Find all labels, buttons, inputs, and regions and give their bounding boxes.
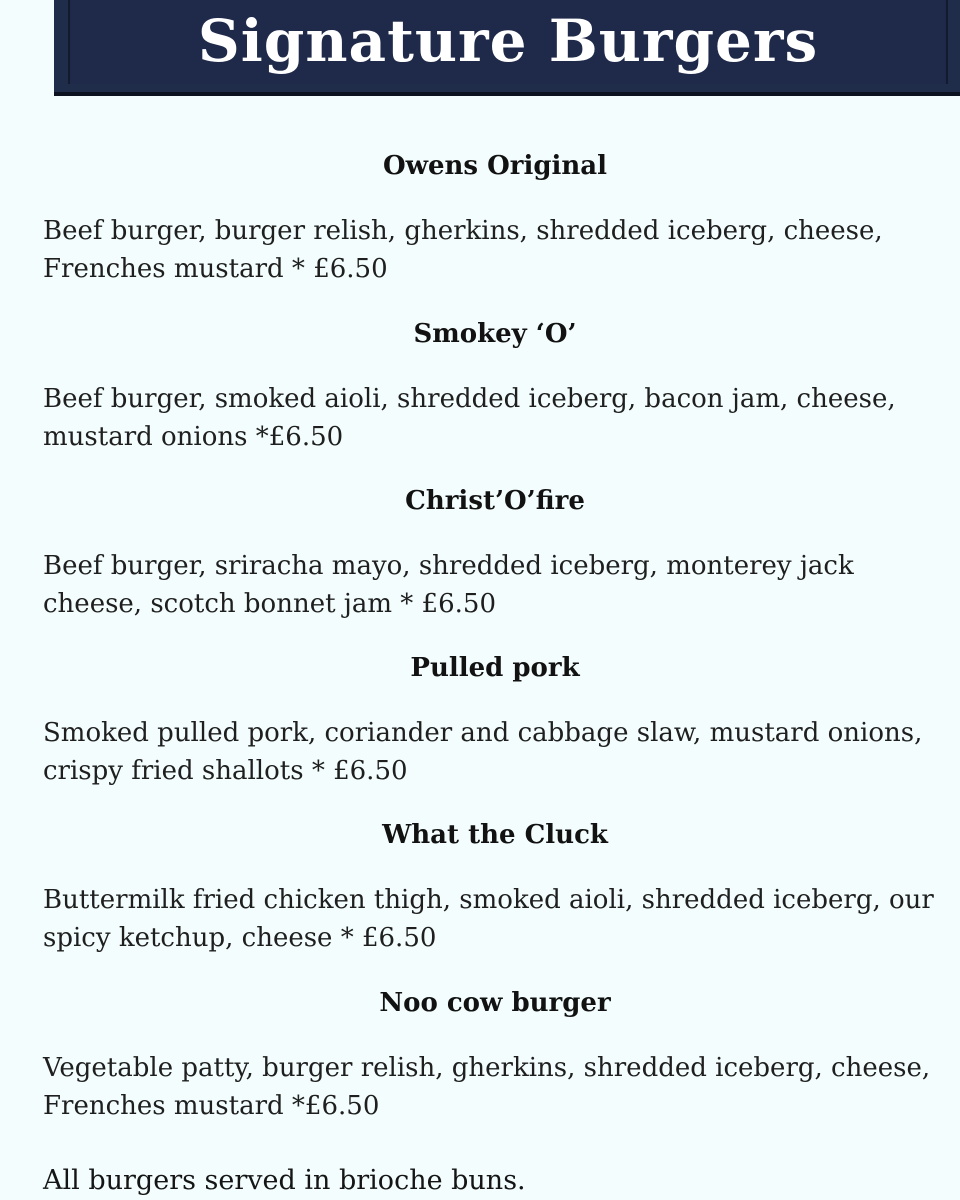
menu-item-pulled-pork bbox=[43, 652, 947, 790]
menu-header bbox=[54, 0, 960, 96]
menu-item-noo-cow-burger bbox=[43, 987, 947, 1125]
menu-item-name: Christ’O’fire bbox=[405, 486, 585, 516]
menu-item-name: Owens Original bbox=[382, 151, 608, 181]
menu-item-description: Beef burger, burger relish, gherkins, shredded iceberg, cheese, Frenches mustard * £6.50 bbox=[43, 216, 883, 284]
menu-item-what-the-cluck bbox=[43, 819, 947, 957]
menu-header-panel bbox=[68, 0, 948, 84]
menu-item-name: Pulled pork bbox=[410, 653, 580, 683]
menu-item-name: Noo cow burger bbox=[379, 988, 611, 1018]
footer-note: All burgers served in brioche buns. bbox=[43, 1165, 526, 1196]
menu-item-description: Vegetable patty, burger relish, gherkins, shredded iceberg, cheese, Frenches mustard *£6.50 bbox=[43, 1053, 931, 1121]
menu-item-christofire bbox=[43, 485, 947, 623]
menu-item-name: What the Cluck bbox=[382, 820, 608, 850]
menu-title: Signature Burgers bbox=[197, 7, 819, 75]
menu-item-description: Smoked pulled pork, coriander and cabbage slaw, mustard onions, crispy fried shallots * £6.50 bbox=[43, 718, 923, 786]
menu-item-name: Smokey ‘O’ bbox=[413, 319, 577, 349]
menu-item-description: Beef burger, smoked aioli, shredded iceberg, bacon jam, cheese, mustard onions *£6.50 bbox=[43, 384, 896, 452]
menu-item-description: Beef burger, sriracha mayo, shredded iceberg, monterey jack cheese, scotch bonnet jam * £6.50 bbox=[43, 551, 854, 619]
menu-item-smokey-o bbox=[43, 318, 947, 456]
menu-item-description: Buttermilk fried chicken thigh, smoked aioli, shredded iceberg, our spicy ketchup, cheese * £6.50 bbox=[43, 885, 934, 953]
menu-item-owens-original bbox=[43, 150, 947, 288]
